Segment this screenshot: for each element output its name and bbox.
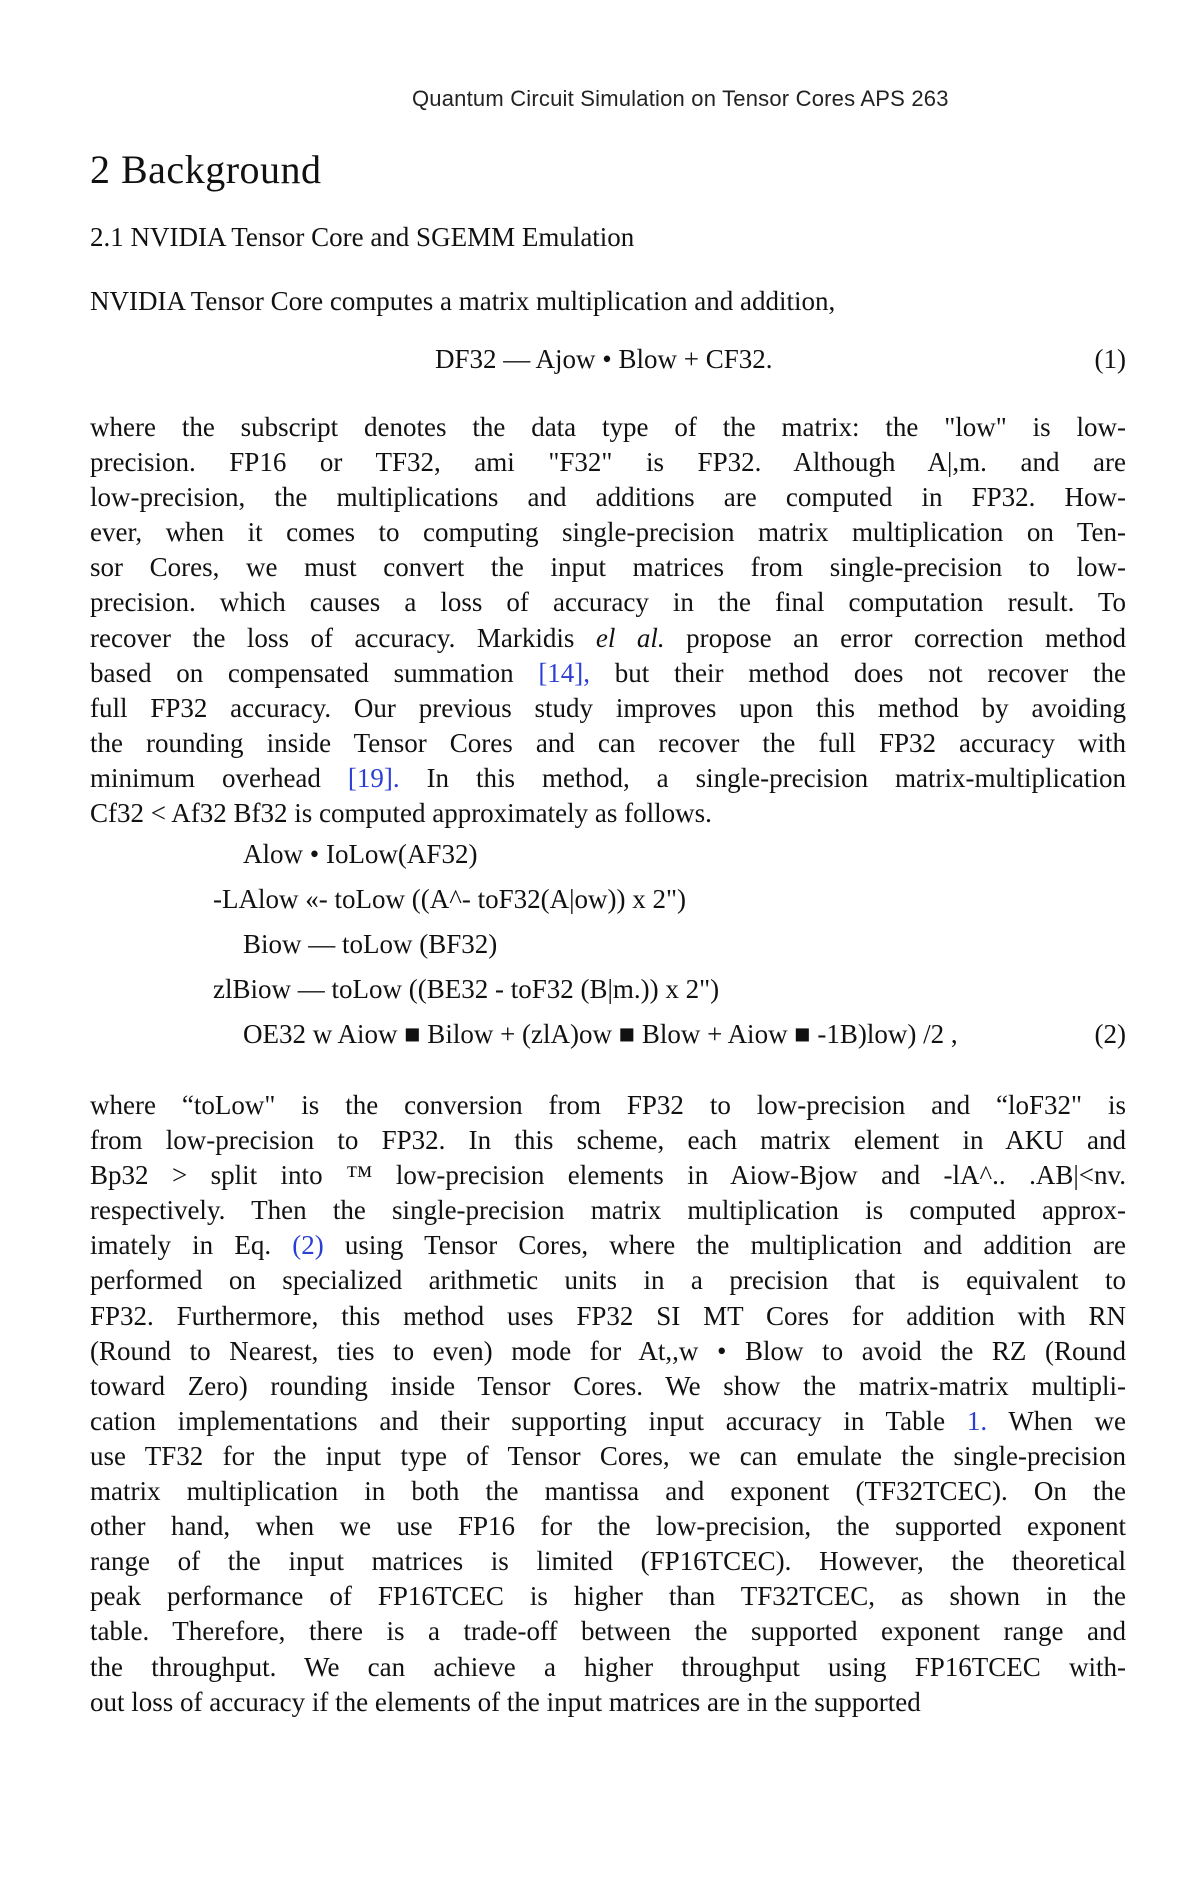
- et-al-italic: el al.: [595, 622, 665, 653]
- equation-2-ref-link[interactable]: (2): [292, 1230, 324, 1261]
- equation-2-line: Biow — toLow (BF32): [243, 929, 498, 959]
- equation-2: [90, 832, 1126, 1057]
- paragraph-line: other hand, when we use FP16 for the low-precision, the supported exponent: [90, 1511, 1126, 1542]
- paragraph-line: FP32. Furthermore, this method uses FP32 SI MT Cores for addition with RN: [90, 1300, 1126, 1331]
- equation-1: [90, 344, 1126, 380]
- equation-2-line: zlBiow — toLow ((BE32 - toF32 (B|m.)) x 2"): [213, 974, 720, 1004]
- paragraph-line: from low-precision to FP32. In this scheme, each matrix element in AKU and: [90, 1125, 1126, 1156]
- paragraph-line: the rounding inside Tensor Cores and can recover the full FP32 accuracy with: [90, 727, 1126, 758]
- table-1-ref-link[interactable]: 1.: [966, 1405, 988, 1436]
- paragraph-line: performed on specialized arithmetic units in a precision that is equivalent to: [90, 1265, 1126, 1296]
- equation-2-line: -LAlow «- toLow ((A^- toF32(A|ow)) x 2"): [213, 884, 687, 914]
- paragraph-line: full FP32 accuracy. Our previous study improves upon this method by avoiding: [90, 692, 1126, 723]
- paragraph-line: cation implementations and their supporting input accuracy in Table 1. When we: [90, 1405, 1126, 1436]
- subsection-title: 2.1 NVIDIA Tensor Core and SGEMM Emulation: [90, 222, 635, 252]
- paragraph-1: [90, 410, 1126, 831]
- paragraph-line: where the subscript denotes the data type of the matrix: the "low" is low-: [90, 412, 1126, 442]
- paragraph-line: (Round to Nearest, ties to even) mode for At,,w • Blow to avoid the RZ (Round: [90, 1335, 1126, 1366]
- paragraph-line: precision. which causes a loss of accuracy in the final computation result. To: [90, 587, 1126, 618]
- running-head: Quantum Circuit Simulation on Tensor Cores APS 263: [412, 86, 949, 111]
- paragraph-line: sor Cores, we must convert the input matrices from single-precision to low-: [90, 552, 1126, 583]
- citation-link-14[interactable]: [14],: [538, 657, 591, 688]
- paragraph-line: the throughput. We can achieve a higher throughput using FP16TCEC with-: [90, 1651, 1126, 1682]
- paragraph-line: respectively. Then the single-precision matrix multiplication is computed approx-: [90, 1195, 1126, 1226]
- paragraph-2: [90, 1088, 1126, 1720]
- paragraph-line: table. Therefore, there is a trade-off between the supported exponent range and: [90, 1616, 1126, 1647]
- paragraph-line: peak performance of FP16TCEC is higher than TF32TCEC, as shown in the: [90, 1581, 1126, 1612]
- paragraph-line: matrix multiplication in both the mantissa and exponent (TF32TCEC). On the: [90, 1476, 1126, 1507]
- paragraph-line: recover the loss of accuracy. Markidis el al. propose an error correction method: [90, 622, 1126, 653]
- paragraph-line: precision. FP16 or TF32, ami "F32" is FP32. Although A|,m. and are: [90, 447, 1126, 478]
- paragraph-line: toward Zero) rounding inside Tensor Cores. We show the matrix-matrix multipli-: [90, 1370, 1126, 1401]
- paragraph-line: use TF32 for the input type of Tensor Cores, we can emulate the single-precision: [90, 1440, 1126, 1471]
- equation-2-line: Alow • IoLow(AF32): [243, 839, 478, 869]
- paragraph-line: Cf32 < Af32 Bf32 is computed approximately as follows.: [90, 798, 712, 829]
- paragraph-line: out loss of accuracy if the elements of the input matrices are in the supported: [90, 1686, 921, 1717]
- paragraph-line: where “toLow" is the conversion from FP32 to low-precision and “loF32" is: [90, 1090, 1126, 1120]
- paragraph-line: based on compensated summation [14], but their method does not recover the: [90, 657, 1126, 688]
- equation-1-expression: DF32 — Ajow • Blow + CF32.: [435, 344, 773, 374]
- equation-2-number: (2): [1094, 1019, 1126, 1049]
- paragraph-line: minimum overhead [19]. In this method, a single-precision matrix-multiplication: [90, 762, 1126, 793]
- equation-2-line: OE32 w Aiow ■ Bilow + (zlA)ow ■ Blow + Aiow ■ -1B)low) /2 , (2): [90, 1012, 1126, 1057]
- equation-1-number: (1): [1094, 344, 1126, 374]
- intro-sentence: NVIDIA Tensor Core computes a matrix multiplication and addition,: [90, 286, 836, 316]
- paragraph-line: Bp32 > split into ™ low-precision elements in Aiow-Bjow and -lA^.. .AB|<nv.: [90, 1160, 1126, 1191]
- section-title: 2 Background: [90, 147, 322, 192]
- paragraph-line: range of the input matrices is limited (FP16TCEC). However, the theoretical: [90, 1546, 1126, 1577]
- citation-link-19[interactable]: [19].: [347, 762, 400, 793]
- paragraph-line: ever, when it comes to computing single-precision matrix multiplication on Ten-: [90, 517, 1126, 548]
- paragraph-line: low-precision, the multiplications and additions are computed in FP32. How-: [90, 482, 1126, 513]
- paragraph-line: imately in Eq. (2) using Tensor Cores, where the multiplication and addition are: [90, 1230, 1126, 1261]
